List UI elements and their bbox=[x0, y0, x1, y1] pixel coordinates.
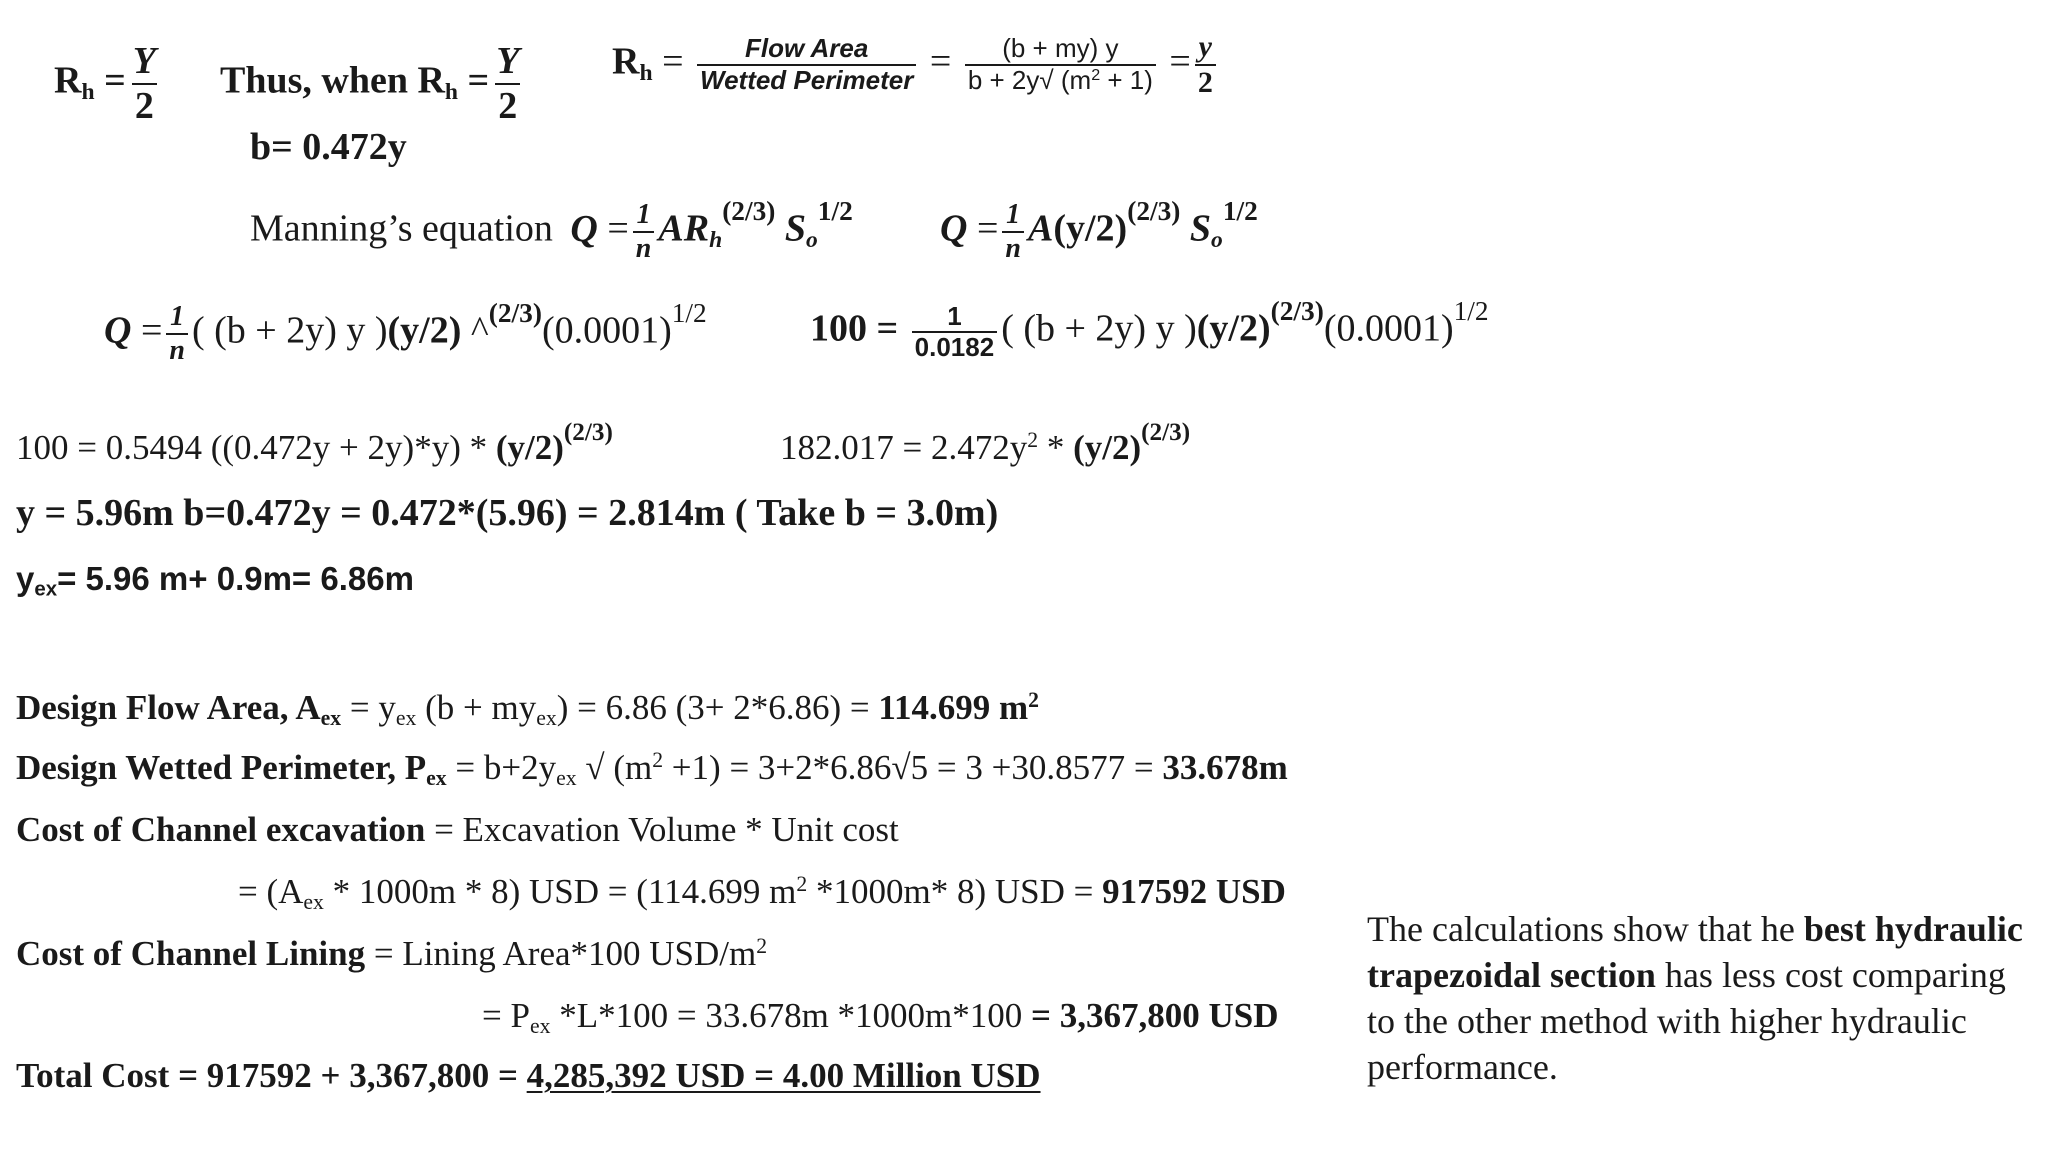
lining-value: = 3,367,800 USD bbox=[1031, 996, 1279, 1035]
exponent-2-3: (2/3) bbox=[722, 196, 776, 226]
rh-subscript: h bbox=[639, 59, 653, 86]
excavation-calc-b: * 1000m * 8) USD = (114.699 m bbox=[323, 872, 797, 911]
area-value: 114.699 m bbox=[878, 688, 1029, 727]
conclusion-paragraph bbox=[1367, 906, 2027, 1090]
eq4-left: 100 = 0.5494 ((0.472y + 2y)*y) * bbox=[16, 427, 496, 467]
equals: = bbox=[467, 59, 490, 102]
area-mid2: (b + my bbox=[416, 688, 537, 727]
excavation-calc bbox=[238, 872, 1286, 915]
rh-subscript: h bbox=[81, 78, 95, 105]
ratio-num: (b + my) y bbox=[1002, 33, 1119, 64]
exponent-half: 1/2 bbox=[817, 196, 853, 226]
y-half: (y/2) bbox=[495, 427, 564, 467]
fraction-num: 1 bbox=[947, 300, 962, 331]
n-value: 0.0182 bbox=[912, 331, 998, 362]
lining-calc-b: *L*100 = 33.678m *1000m*100 bbox=[550, 996, 1032, 1035]
expression-right: ( (b + 2y) y ) bbox=[1001, 307, 1197, 350]
den-b: + 1) bbox=[1100, 64, 1153, 95]
area-sq: 2 bbox=[1028, 688, 1039, 713]
thus-when-rh bbox=[220, 40, 526, 127]
one-over-n bbox=[633, 199, 655, 264]
exponent-2-3: (2/3) bbox=[563, 419, 613, 446]
hundred-equals: 100 = bbox=[810, 307, 899, 350]
q100-expanded bbox=[810, 298, 1489, 362]
rh-subscript: h bbox=[444, 78, 459, 105]
excavation-calc-c: *1000m* 8) USD = bbox=[807, 872, 1103, 911]
excavation-value: 917592 USD bbox=[1102, 872, 1286, 911]
fraction-den: 2 bbox=[1195, 64, 1216, 100]
one-over-n-value bbox=[912, 302, 998, 362]
eq4-right: 182.017 = 2.472y bbox=[780, 427, 1028, 467]
fraction-num: y bbox=[1198, 30, 1212, 63]
exponent-2-3: (2/3) bbox=[1270, 296, 1324, 326]
lining-calc bbox=[482, 996, 1279, 1039]
fraction-den: n bbox=[1002, 231, 1024, 264]
s-symbol: S bbox=[1189, 207, 1212, 250]
conclusion-a: The calculations show that he bbox=[1367, 909, 1804, 949]
fraction-num: Y bbox=[496, 40, 520, 82]
lining-cost bbox=[16, 936, 767, 971]
yex-value: = 5.96 m+ 0.9m= 6.86m bbox=[57, 560, 414, 597]
eq-100-substituted bbox=[16, 420, 613, 465]
conclusion-bold: best hydraulic trapezoidal section bbox=[1367, 909, 2023, 995]
rh-definition bbox=[54, 40, 163, 127]
ratio-den bbox=[965, 64, 1156, 95]
equals: = bbox=[140, 309, 163, 352]
area-label: Design Flow Area, A bbox=[16, 688, 321, 727]
total-label: Total Cost = 917592 + 3,367,800 = bbox=[16, 1056, 527, 1095]
one-over-n bbox=[166, 301, 188, 366]
a-symbol: A bbox=[1027, 207, 1054, 250]
excavation-calc-sub: ex bbox=[303, 890, 324, 915]
yex-line bbox=[16, 560, 414, 601]
slope-const: (0.0001) bbox=[541, 309, 672, 352]
fraction-den: 2 bbox=[132, 83, 157, 128]
b-value: b= 0.472y bbox=[250, 126, 407, 168]
fraction-num: Y bbox=[132, 40, 156, 82]
design-flow-area bbox=[16, 688, 1039, 731]
design-wetted-perimeter bbox=[16, 748, 1288, 791]
perimeter-label: Design Wetted Perimeter, P bbox=[16, 748, 427, 787]
flow-area-label: Flow Area bbox=[745, 33, 869, 64]
flow-area-over-perimeter bbox=[697, 34, 916, 94]
fraction-num: 1 bbox=[170, 301, 185, 333]
equals: = bbox=[104, 59, 126, 102]
manning-equation bbox=[250, 198, 853, 264]
y-half: (y/2) bbox=[387, 309, 462, 352]
y-half: (y/2) bbox=[1073, 427, 1142, 467]
fraction-num: 1 bbox=[1006, 199, 1021, 231]
equals: = bbox=[976, 207, 999, 250]
equals: = bbox=[662, 40, 684, 83]
rh-symbol: R bbox=[612, 40, 640, 83]
q-symbol: Q bbox=[570, 207, 598, 250]
equals: = bbox=[1169, 40, 1191, 83]
rh-formula bbox=[612, 30, 1220, 99]
excavation-calc-a: = (A bbox=[238, 872, 304, 911]
fraction-den: n bbox=[166, 333, 188, 366]
area-mid2-sub: ex bbox=[536, 706, 557, 731]
lining-label: Cost of Channel Lining bbox=[16, 934, 366, 973]
perimeter-value: 33.678m bbox=[1162, 748, 1288, 787]
total-cost bbox=[16, 1058, 1041, 1093]
exponent-half: 1/2 bbox=[1222, 196, 1258, 226]
den-sq: 2 bbox=[1091, 65, 1101, 84]
caret: ^ bbox=[461, 309, 489, 352]
exponent-2-3: (2/3) bbox=[1127, 196, 1181, 226]
fraction-num: 1 bbox=[636, 199, 651, 231]
lining-calc-a: = P bbox=[482, 996, 530, 1035]
rh-symbol: R bbox=[54, 59, 82, 102]
y-over-2 bbox=[130, 40, 159, 127]
den-a: b + 2y√ (m bbox=[967, 64, 1092, 95]
y-half: (y/2) bbox=[1053, 207, 1128, 250]
h-subscript: h bbox=[709, 227, 723, 254]
fraction-den: 2 bbox=[495, 83, 520, 128]
lining-text: = Lining Area*100 USD/m bbox=[365, 934, 757, 973]
thus-text: Thus, when R bbox=[220, 59, 445, 102]
conclusion-c: has less cost comparing to the other method with higher hydraulic performance. bbox=[1367, 955, 2006, 1087]
ar-symbol: AR bbox=[658, 207, 710, 250]
squared: 2 bbox=[1027, 427, 1039, 452]
excavation-label: Cost of Channel excavation bbox=[16, 810, 426, 849]
area-sub: ex bbox=[320, 706, 342, 731]
perimeter-sq: 2 bbox=[652, 748, 664, 773]
s-symbol: S bbox=[784, 207, 807, 250]
excavation-text: = Excavation Volume * Unit cost bbox=[425, 810, 899, 849]
y-half: (y/2) bbox=[1196, 307, 1271, 350]
slope-const: (0.0001) bbox=[1323, 307, 1454, 350]
result-line: y = 5.96m b=0.472y = 0.472*(5.96) = 2.814m ( Take b = 3.0m) bbox=[16, 492, 999, 534]
exponent-2-3: (2/3) bbox=[488, 298, 542, 328]
total-value: 4,285,392 USD = 4.00 Million USD bbox=[526, 1056, 1041, 1095]
o-subscript: o bbox=[1211, 227, 1223, 254]
perimeter-mid: = b+2y bbox=[446, 748, 557, 787]
manning-label: Manning’s equation bbox=[250, 207, 553, 250]
o-subscript: o bbox=[806, 227, 818, 254]
equals: = bbox=[929, 40, 952, 83]
q-symbol: Q bbox=[104, 309, 132, 352]
eq-182-substituted bbox=[780, 420, 1190, 465]
manning-equation-substituted bbox=[940, 198, 1258, 264]
exponent-half: 1/2 bbox=[671, 298, 707, 328]
perimeter-mid2: √ (m bbox=[576, 748, 653, 787]
perimeter-mid-sub: ex bbox=[556, 766, 577, 791]
lining-calc-sub: ex bbox=[529, 1014, 551, 1039]
perimeter-sub: ex bbox=[426, 766, 447, 791]
perimeter-mid3: +1) = 3+2*6.86√5 = 3 +30.8577 = bbox=[663, 748, 1163, 787]
area-mid3: ) = 6.86 (3+ 2*6.86) = bbox=[556, 688, 879, 727]
eq4-right-b: * bbox=[1038, 427, 1074, 467]
q-expanded bbox=[104, 300, 707, 366]
area-mid: = y bbox=[341, 688, 396, 727]
y-over-2 bbox=[493, 40, 522, 127]
equals: = bbox=[607, 207, 629, 250]
excavation-calc-sq: 2 bbox=[796, 872, 808, 897]
expression-left: ( (b + 2y) y ) bbox=[191, 309, 388, 352]
yex-subscript: ex bbox=[34, 577, 58, 601]
one-over-n bbox=[1002, 199, 1024, 264]
trapezoid-ratio bbox=[965, 34, 1156, 94]
exponent-2-3: (2/3) bbox=[1141, 419, 1191, 446]
excavation-cost bbox=[16, 812, 899, 847]
y-over-2-lower bbox=[1195, 30, 1216, 99]
lining-sq: 2 bbox=[756, 934, 768, 959]
wetted-perimeter-label: Wetted Perimeter bbox=[697, 64, 916, 95]
exponent-half: 1/2 bbox=[1453, 296, 1489, 326]
fraction-den: n bbox=[633, 231, 655, 264]
area-mid-sub: ex bbox=[395, 706, 417, 731]
yex-symbol: y bbox=[16, 560, 35, 597]
q-symbol: Q bbox=[940, 207, 968, 250]
